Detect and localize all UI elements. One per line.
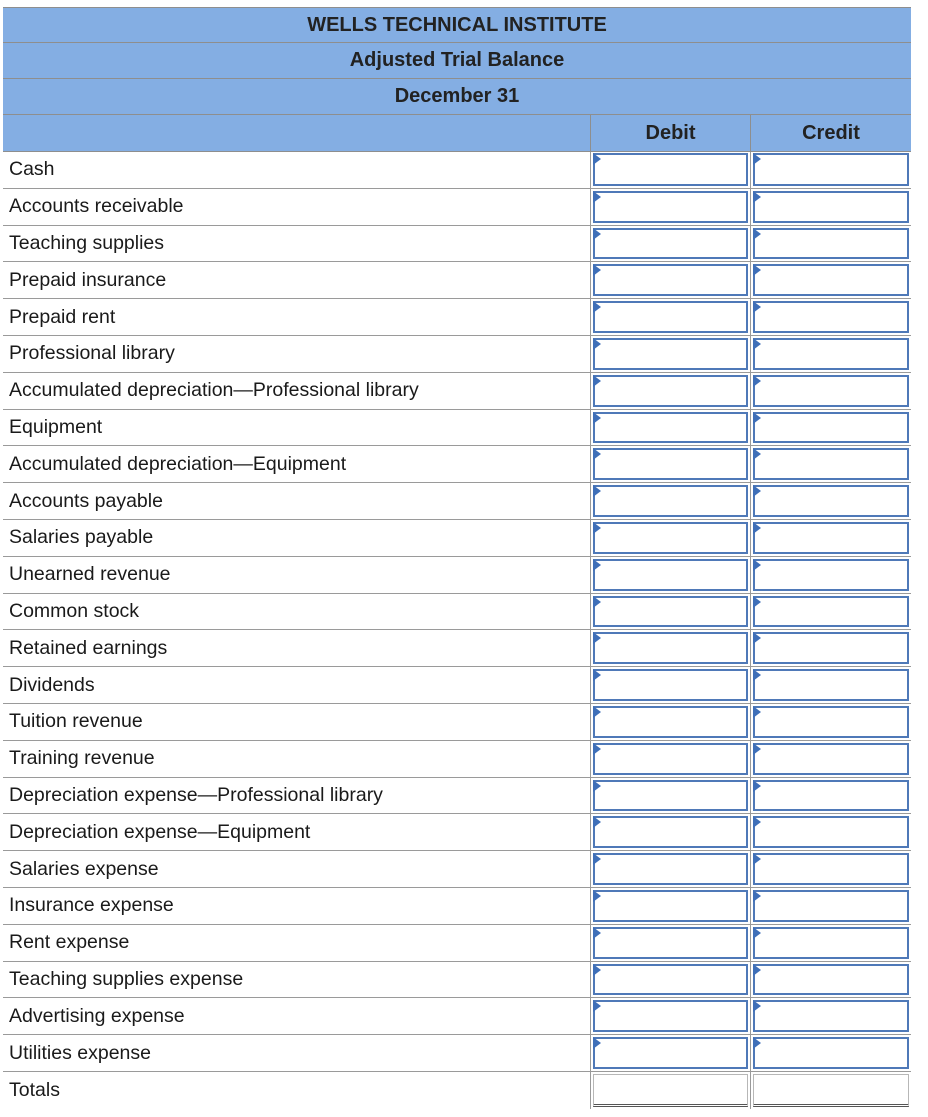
credit-input[interactable]	[753, 412, 909, 444]
account-row	[3, 336, 911, 373]
account-label: Depreciation expense—Professional library	[9, 783, 383, 806]
totals-debit-cell	[590, 1072, 750, 1109]
account-label: Professional library	[9, 342, 175, 365]
trial-balance-table	[3, 7, 911, 1109]
account-row	[3, 410, 911, 447]
debit-cell	[590, 925, 750, 961]
credit-cell	[750, 410, 911, 446]
credit-input[interactable]	[753, 264, 909, 296]
account-row	[3, 226, 911, 263]
debit-cell	[590, 189, 750, 225]
totals-debit-value	[593, 1074, 748, 1107]
debit-cell	[590, 778, 750, 814]
debit-input[interactable]	[593, 301, 748, 333]
account-row	[3, 557, 911, 594]
debit-cell	[590, 1035, 750, 1071]
debit-cell	[590, 704, 750, 740]
company-name-row	[3, 7, 911, 43]
credit-input[interactable]	[753, 338, 909, 370]
account-label: Dividends	[9, 673, 95, 696]
debit-input[interactable]	[593, 853, 748, 885]
credit-input[interactable]	[753, 706, 909, 738]
credit-input[interactable]	[753, 1000, 909, 1032]
credit-cell	[750, 189, 911, 225]
debit-cell	[590, 594, 750, 630]
account-label: Unearned revenue	[9, 563, 171, 586]
debit-cell	[590, 998, 750, 1034]
account-label: Insurance expense	[9, 894, 174, 917]
credit-cell	[750, 630, 911, 666]
credit-input[interactable]	[753, 596, 909, 628]
account-row	[3, 778, 911, 815]
account-row	[3, 704, 911, 741]
credit-cell	[750, 814, 911, 850]
debit-input[interactable]	[593, 1000, 748, 1032]
account-row	[3, 814, 911, 851]
debit-input[interactable]	[593, 669, 748, 701]
credit-input[interactable]	[753, 964, 909, 996]
statement-title: Adjusted Trial Balance	[349, 49, 565, 71]
credit-cell	[750, 741, 911, 777]
debit-input[interactable]	[593, 375, 748, 407]
totals-label: Totals	[9, 1078, 60, 1101]
credit-input[interactable]	[753, 485, 909, 517]
account-row	[3, 520, 911, 557]
debit-cell	[590, 152, 750, 188]
credit-input[interactable]	[753, 301, 909, 333]
credit-cell	[750, 704, 911, 740]
credit-input[interactable]	[753, 559, 909, 591]
column-header-row	[3, 115, 911, 152]
account-rows	[3, 152, 911, 1072]
account-label: Prepaid rent	[9, 305, 116, 328]
account-label: Rent expense	[9, 931, 130, 954]
debit-input[interactable]	[593, 448, 748, 480]
account-row	[3, 373, 911, 410]
debit-input[interactable]	[593, 596, 748, 628]
account-label: Utilities expense	[9, 1041, 151, 1064]
debit-cell	[590, 520, 750, 556]
debit-input[interactable]	[593, 927, 748, 959]
credit-cell	[750, 446, 911, 482]
account-label: Accumulated depreciation—Equipment	[9, 452, 347, 475]
account-row	[3, 888, 911, 925]
account-label: Prepaid insurance	[9, 268, 167, 291]
credit-cell	[750, 557, 911, 593]
account-label: Common stock	[9, 599, 140, 622]
account-label: Accounts receivable	[9, 195, 184, 218]
debit-input[interactable]	[593, 338, 748, 370]
credit-input[interactable]	[753, 228, 909, 260]
debit-cell	[590, 262, 750, 298]
account-row	[3, 998, 911, 1035]
debit-cell	[590, 226, 750, 262]
account-label: Advertising expense	[9, 1004, 185, 1027]
credit-input[interactable]	[753, 743, 909, 775]
account-label: Cash	[9, 158, 55, 181]
debit-cell	[590, 741, 750, 777]
credit-cell	[750, 998, 911, 1034]
statement-title-row	[3, 43, 911, 79]
debit-input[interactable]	[593, 264, 748, 296]
credit-cell	[750, 373, 911, 409]
debit-cell	[590, 630, 750, 666]
account-label: Salaries expense	[9, 857, 159, 880]
credit-input[interactable]	[753, 816, 909, 848]
debit-cell	[590, 888, 750, 924]
totals-credit-cell	[750, 1072, 911, 1109]
debit-cell	[590, 410, 750, 446]
company-name: WELLS TECHNICAL INSTITUTE	[307, 13, 607, 36]
debit-input[interactable]	[593, 1037, 748, 1069]
account-label: Depreciation expense—Equipment	[9, 820, 311, 843]
account-row	[3, 962, 911, 999]
debit-column-header: Debit	[590, 115, 750, 151]
account-column-header	[3, 115, 590, 151]
account-row	[3, 925, 911, 962]
account-label: Teaching supplies expense	[9, 967, 244, 990]
debit-input[interactable]	[593, 153, 748, 186]
account-row	[3, 189, 911, 226]
debit-input[interactable]	[593, 559, 748, 591]
account-row	[3, 1035, 911, 1072]
credit-column-header: Credit	[750, 115, 911, 151]
account-row	[3, 262, 911, 299]
account-row	[3, 851, 911, 888]
debit-input[interactable]	[593, 964, 748, 996]
credit-cell	[750, 594, 911, 630]
account-label: Retained earnings	[9, 636, 168, 659]
account-row	[3, 741, 911, 778]
debit-cell	[590, 814, 750, 850]
credit-input[interactable]	[753, 448, 909, 480]
statement-date-row	[3, 79, 911, 115]
credit-cell	[750, 226, 911, 262]
account-row	[3, 299, 911, 336]
credit-cell	[750, 336, 911, 372]
debit-cell	[590, 446, 750, 482]
account-row	[3, 630, 911, 667]
debit-cell	[590, 373, 750, 409]
account-label: Tuition revenue	[9, 710, 143, 733]
totals-row	[3, 1072, 911, 1109]
debit-cell	[590, 851, 750, 887]
debit-input[interactable]	[593, 816, 748, 848]
debit-cell	[590, 483, 750, 519]
credit-input[interactable]	[753, 191, 909, 223]
totals-credit-value	[753, 1074, 909, 1107]
credit-cell	[750, 299, 911, 335]
statement-date: December 31	[394, 85, 520, 107]
credit-input[interactable]	[753, 927, 909, 959]
credit-cell	[750, 778, 911, 814]
account-label: Training revenue	[9, 747, 155, 770]
account-row	[3, 483, 911, 520]
credit-input[interactable]	[753, 1037, 909, 1069]
debit-input[interactable]	[593, 890, 748, 922]
account-label: Teaching supplies	[9, 231, 165, 254]
debit-input[interactable]	[593, 191, 748, 223]
credit-cell	[750, 1035, 911, 1071]
debit-input[interactable]	[593, 228, 748, 260]
debit-input[interactable]	[593, 485, 748, 517]
credit-input[interactable]	[753, 780, 909, 812]
credit-input[interactable]	[753, 375, 909, 407]
credit-cell	[750, 667, 911, 703]
debit-cell	[590, 962, 750, 998]
account-label: Accounts payable	[9, 489, 163, 512]
debit-cell	[590, 557, 750, 593]
debit-input[interactable]	[593, 522, 748, 554]
credit-cell	[750, 888, 911, 924]
credit-input[interactable]	[753, 890, 909, 922]
debit-input[interactable]	[593, 706, 748, 738]
account-row	[3, 152, 911, 189]
credit-cell	[750, 925, 911, 961]
credit-cell	[750, 962, 911, 998]
account-row	[3, 667, 911, 704]
debit-cell	[590, 667, 750, 703]
credit-cell	[750, 152, 911, 188]
credit-input[interactable]	[753, 153, 909, 186]
credit-cell	[750, 520, 911, 556]
credit-input[interactable]	[753, 853, 909, 885]
debit-cell	[590, 299, 750, 335]
debit-input[interactable]	[593, 743, 748, 775]
account-label: Accumulated depreciation—Professional library	[9, 379, 419, 402]
account-label: Salaries payable	[9, 526, 154, 549]
credit-cell	[750, 851, 911, 887]
debit-input[interactable]	[593, 780, 748, 812]
credit-cell	[750, 262, 911, 298]
credit-input[interactable]	[753, 669, 909, 701]
account-label: Equipment	[9, 415, 103, 438]
credit-input[interactable]	[753, 522, 909, 554]
debit-input[interactable]	[593, 632, 748, 664]
account-row	[3, 594, 911, 631]
credit-input[interactable]	[753, 632, 909, 664]
debit-cell	[590, 336, 750, 372]
debit-input[interactable]	[593, 412, 748, 444]
account-row	[3, 446, 911, 483]
credit-cell	[750, 483, 911, 519]
